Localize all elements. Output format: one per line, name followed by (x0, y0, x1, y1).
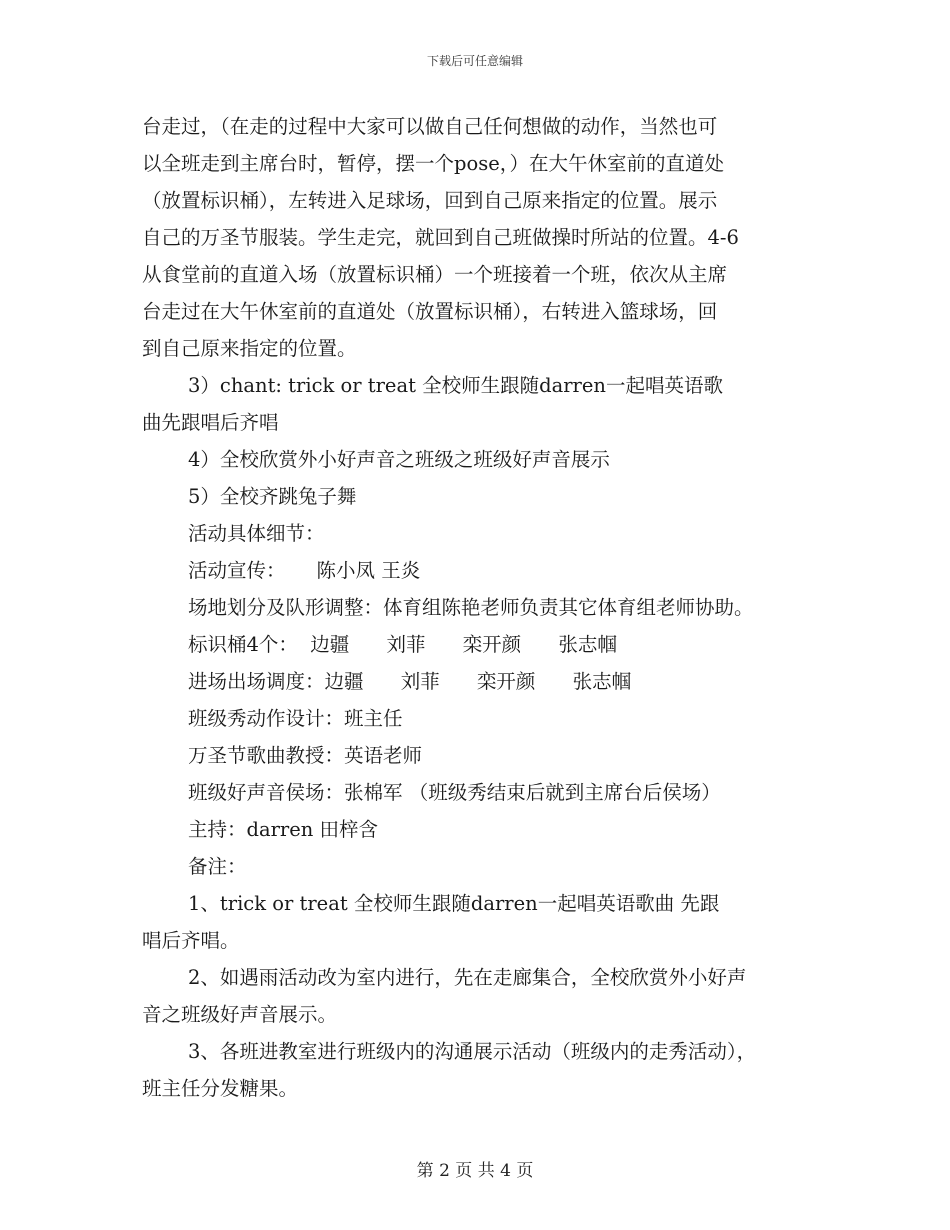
page-header: 下载后可任意编辑 (426, 54, 523, 68)
text-line: 活动宣传： 陈小凤 王炎 (188, 559, 421, 582)
text-line: 从食堂前的直道入场（放置标识桶）一个班接着一个班，依次从主席 (142, 263, 728, 286)
text-line: 班主任分发糖果。 (142, 1077, 299, 1100)
text-line: 2、如遇雨活动改为室内进行，先在走廊集合，全校欣赏外小好声 (188, 966, 747, 989)
text-line: 4）全校欣赏外小好声音之班级之班级好声音展示 (188, 448, 610, 471)
text-line: （放置标识桶），左转进入足球场，回到自己原来指定的位置。展示 (142, 189, 718, 212)
text-line: 活动具体细节： (188, 522, 325, 545)
text-line: 进场出场调度：边疆 刘菲 栾开颜 张志帼 (188, 670, 632, 693)
text-line: 5）全校齐跳兔子舞 (188, 485, 357, 508)
text-line: 班级秀动作设计：班主任 (188, 707, 403, 730)
text-line: 台走过在大午休室前的直道处（放置标识桶），右转进入篮球场，回 (142, 300, 718, 323)
page-footer: 第 2 页 共 4 页 (416, 1161, 534, 1181)
text-line: 班级好声音侯场：张棉军 （班级秀结束后就到主席台后侯场） (188, 781, 721, 804)
text-line: 备注： (188, 855, 247, 878)
text-line: 标识桶4个： 边疆 刘菲 栾开颜 张志帼 (188, 633, 617, 656)
text-line: 3、各班进教室进行班级内的沟通展示活动（班级内的走秀活动）， (188, 1040, 757, 1063)
text-line: 万圣节歌曲教授：英语老师 (188, 744, 423, 767)
text-line: 3）chant: trick or treat 全校师生跟随darren一起唱英语歌 (188, 374, 723, 397)
document-body (142, 108, 812, 1107)
text-line: 台走过，（在走的过程中大家可以做自己任何想做的动作，当然也可 (142, 115, 718, 138)
text-line: 1、trick or treat 全校师生跟随darren一起唱英语歌曲 先跟 (188, 892, 720, 915)
text-line: 唱后齐唱。 (142, 929, 240, 952)
text-line: 以全班走到主席台时，暂停，摆一个pose，）在大午休室前的直道处 (142, 152, 725, 175)
text-line: 到自己原来指定的位置。 (142, 337, 357, 360)
text-line: 主持：darren 田梓含 (188, 818, 379, 841)
text-line: 音之班级好声音展示。 (142, 1003, 338, 1026)
text-line: 场地划分及队形调整：体育组陈艳老师负责其它体育组老师协助。 (188, 596, 754, 619)
text-line: 曲先跟唱后齐唱 (142, 411, 279, 434)
text-line: 自己的万圣节服装。学生走完，就回到自己班做操时所站的位置。4-6 (142, 226, 739, 249)
